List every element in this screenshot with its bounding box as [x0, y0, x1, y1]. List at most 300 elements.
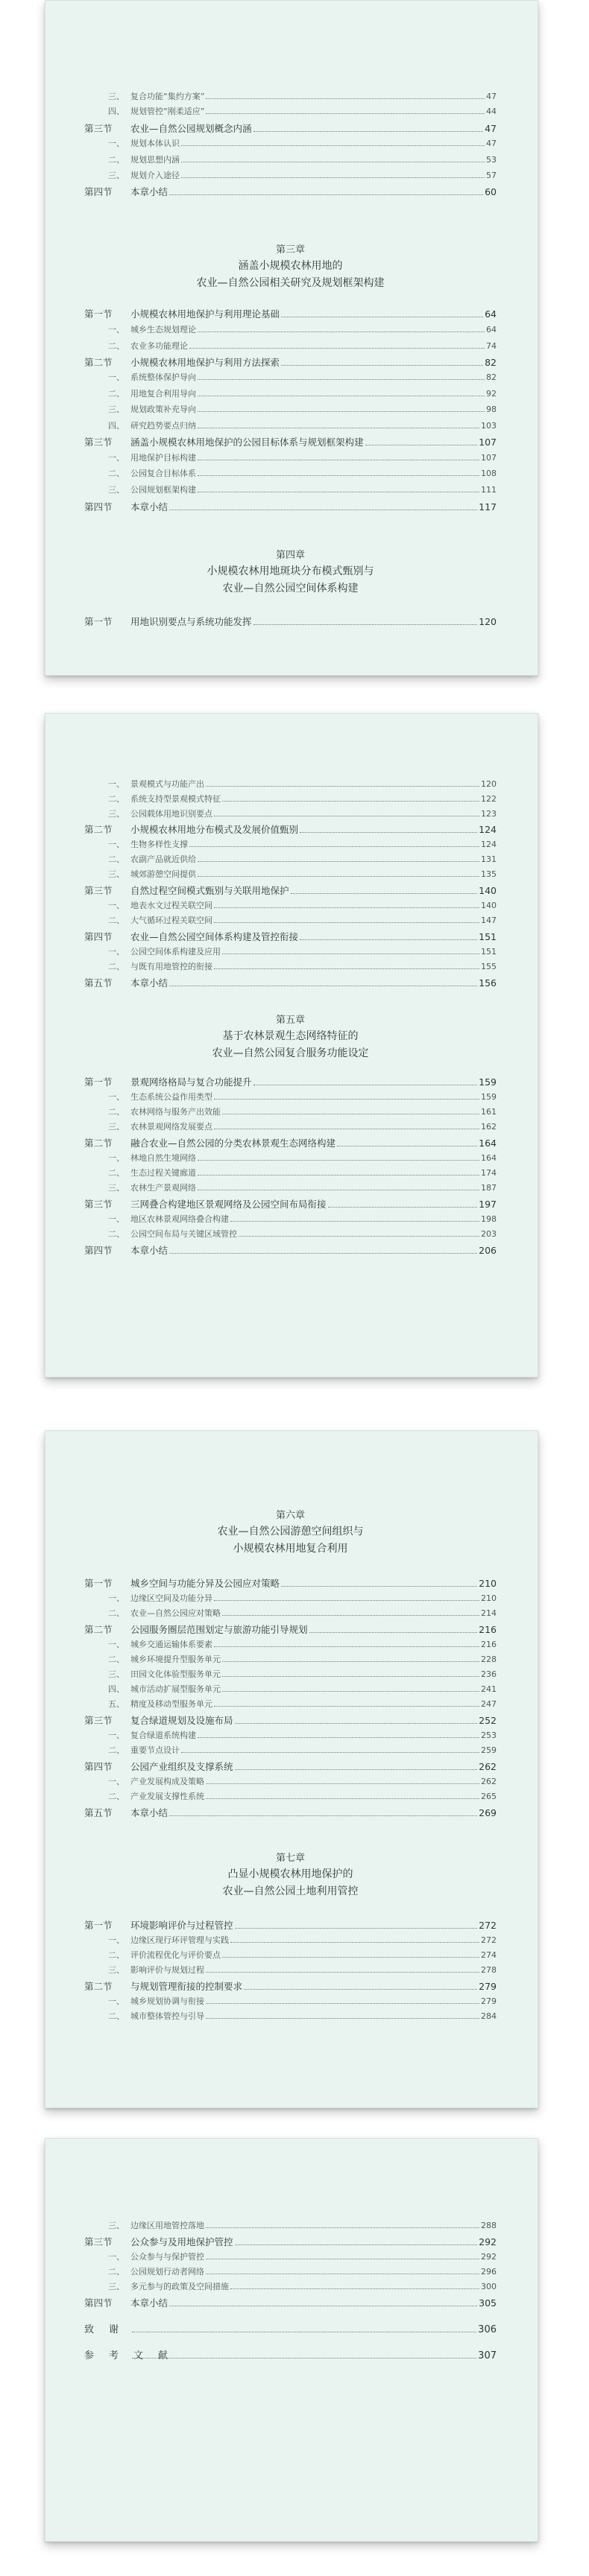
entry-number: 二、 — [108, 389, 125, 399]
page-number: 103 — [481, 421, 497, 431]
entry-label — [84, 1075, 252, 1088]
page-number: 262 — [481, 1777, 497, 1786]
dot-leader — [222, 794, 479, 802]
entry-label — [84, 1934, 229, 1946]
entry-number: 二、 — [108, 469, 125, 478]
dot-leader — [235, 1921, 478, 1929]
page-number: 124 — [479, 824, 497, 835]
entry-number: 二、 — [108, 1168, 125, 1178]
entry-label — [84, 1091, 212, 1103]
toc-subsection-entry — [84, 153, 497, 164]
entry-title: 自然过程空间模式甄别与关联用地保护 — [130, 885, 289, 896]
chapter-number: 第六章 — [275, 1510, 305, 1521]
toc-section-entry — [84, 976, 497, 989]
page-number: 187 — [481, 1183, 497, 1193]
page-number: 82 — [486, 372, 497, 382]
entry-title: 用地保护目标构建 — [130, 453, 196, 463]
entry-number: 二、 — [108, 2011, 125, 2021]
entry-label — [84, 1136, 336, 1149]
page-number: 64 — [485, 308, 497, 320]
entry-number: 第二节 — [84, 1981, 113, 1992]
page-number: 206 — [479, 1245, 497, 1256]
dot-leader — [309, 1625, 478, 1633]
chapter-heading — [84, 548, 497, 597]
entry-number: 二、 — [108, 1229, 125, 1239]
dot-leader — [300, 933, 477, 940]
dot-leader — [244, 1982, 477, 1990]
page-number: 124 — [481, 840, 497, 849]
entry-label — [84, 403, 196, 415]
toc-section-entry — [84, 1243, 497, 1254]
entry-title: 农业—自然公园空间体系构建及管控衔接 — [130, 931, 299, 942]
toc-subsection-entry — [84, 2250, 497, 2261]
entry-number: 第一节 — [84, 1578, 113, 1589]
entry-number: 一、 — [108, 453, 125, 463]
toc-backmatter-entry — [84, 2347, 497, 2361]
toc-subsection-entry — [84, 1152, 497, 1162]
dot-leader — [214, 1699, 479, 1707]
dot-leader — [222, 1107, 479, 1114]
entry-title: 公众参与与保护管控 — [130, 2252, 204, 2262]
entry-title: 景观网络格局与复合功能提升 — [130, 1076, 252, 1088]
entry-number: 一、 — [108, 1996, 125, 2006]
entry-title: 生物多样性支撑 — [130, 840, 188, 849]
entry-label — [84, 419, 196, 431]
toc-subsection-entry — [84, 2265, 497, 2276]
page-number: 151 — [481, 947, 497, 957]
page-number: 135 — [481, 869, 497, 879]
entry-number: 一、 — [108, 1214, 125, 1224]
entry-label — [84, 90, 204, 102]
dot-leader — [198, 405, 485, 412]
dot-leader — [214, 1092, 479, 1100]
dot-leader — [132, 2325, 476, 2332]
page-number: 305 — [479, 2297, 497, 2309]
entry-number: 二、 — [108, 155, 125, 165]
entry-title: 农业—自然公园规划概念内涵 — [130, 123, 252, 134]
page-number: 262 — [479, 1761, 497, 1772]
page-number: 252 — [479, 1715, 497, 1726]
page-number: 74 — [486, 341, 497, 351]
entry-number: 二、 — [108, 1792, 125, 1801]
entry-number: 一、 — [108, 139, 125, 148]
toc-subsection-entry — [84, 1120, 497, 1131]
entry-number: 二、 — [108, 2267, 125, 2277]
entry-number: 一、 — [108, 779, 125, 789]
entry-number: 二、 — [108, 1745, 125, 1755]
entry-title: 本章小结 — [130, 186, 168, 197]
page-number: 155 — [481, 962, 497, 971]
entry-number: 第四节 — [84, 186, 113, 197]
entry-title: 边缘区空间及功能分异 — [130, 1593, 212, 1603]
entry-number: 第三节 — [84, 2236, 113, 2247]
toc-subsection-entry — [84, 960, 497, 971]
entry-number: 致谢 — [84, 2324, 134, 2335]
toc-subsection-entry — [84, 340, 497, 350]
entry-label — [84, 323, 196, 335]
entry-label — [84, 121, 252, 135]
entry-title: 公园空间体系构建及应用 — [130, 947, 221, 957]
toc-section-entry — [84, 185, 497, 195]
entry-title: 农林生产景观网络 — [130, 1183, 196, 1193]
dot-leader — [169, 1809, 477, 1816]
toc-subsection-entry — [84, 1744, 497, 1754]
dot-leader — [214, 809, 479, 816]
entry-label — [84, 1213, 229, 1225]
entry-number: 参考文献 — [84, 2350, 183, 2361]
dot-leader — [281, 358, 483, 366]
dot-leader — [132, 2351, 476, 2358]
dot-leader — [235, 2238, 478, 2245]
page-number: 247 — [481, 1699, 497, 1709]
chapter-title-line: 农业—自然公园土地利用管控 — [222, 1885, 359, 1897]
dot-leader — [181, 139, 485, 146]
entry-label — [84, 2321, 134, 2335]
entry-number: 第一节 — [84, 616, 113, 627]
entry-label — [84, 615, 252, 628]
entry-title: 多元参与的政策及空间措施 — [130, 2282, 229, 2291]
dot-leader — [239, 1229, 479, 1237]
entry-number: 一、 — [108, 1777, 125, 1786]
dot-leader — [169, 2299, 477, 2306]
toc-subsection-entry — [84, 1729, 497, 1739]
chapter-title-line: 小规模农林用地斑块分布模式甄别与 — [207, 565, 374, 577]
dot-leader — [328, 1200, 478, 1208]
toc-subsection-entry — [84, 2010, 497, 2020]
entry-number: 四、 — [108, 1684, 125, 1694]
entry-label — [84, 387, 196, 399]
toc-section-entry — [84, 615, 497, 625]
dot-leader — [222, 1655, 479, 1662]
chapter-title-line: 农业—自然公园游憩空间组织与 — [217, 1526, 364, 1538]
entry-number: 三、 — [108, 1965, 125, 1975]
page-number: 156 — [479, 977, 497, 989]
page-number: 111 — [481, 485, 497, 495]
chapter-number: 第五章 — [275, 1015, 305, 1026]
entry-label — [84, 1228, 237, 1240]
chapter-title-line: 基于农林景观生态网络特征的 — [222, 1030, 359, 1042]
toc-subsection-entry — [84, 945, 497, 956]
page-number: 241 — [481, 1684, 497, 1694]
dot-leader — [198, 854, 479, 862]
entry-number: 一、 — [108, 372, 125, 382]
page-number: 228 — [481, 1655, 497, 1664]
page-number: 197 — [479, 1199, 497, 1210]
entry-title: 复合绿道系统构建 — [130, 1730, 196, 1740]
toc-subsection-entry — [84, 1091, 497, 1101]
entry-number: 五、 — [108, 1699, 125, 1709]
toc-section-entry — [84, 883, 497, 894]
entry-title: 公园产业组织及支撑系统 — [130, 1761, 233, 1772]
dot-leader — [169, 188, 483, 195]
page-number: 272 — [479, 1920, 497, 1931]
dot-leader — [222, 1950, 479, 1958]
entry-label — [84, 838, 188, 850]
entry-number: 第三节 — [84, 1715, 113, 1726]
entry-label — [84, 976, 168, 989]
entry-number: 三、 — [108, 1183, 125, 1193]
page-number: 60 — [485, 186, 497, 197]
entry-number: 第四节 — [84, 931, 113, 942]
toc-subsection-entry — [84, 419, 497, 430]
chapter-title-line: 农业—自然公园复合服务功能设定 — [212, 1047, 369, 1059]
dot-leader — [230, 1214, 479, 1222]
dot-leader — [181, 155, 485, 162]
toc-subsection-entry — [84, 778, 497, 788]
entry-number: 一、 — [108, 947, 125, 957]
toc-subsection-entry — [84, 387, 497, 398]
chapter-title-line: 农业—自然公园空间体系构建 — [222, 583, 359, 594]
page-number: 214 — [481, 1608, 497, 1618]
toc-page-3 — [45, 1430, 538, 2108]
page-number: 122 — [481, 794, 497, 804]
toc-section-entry — [84, 1713, 497, 1724]
toc-subsection-entry — [84, 371, 497, 381]
dot-leader — [214, 1640, 479, 1647]
entry-label — [84, 153, 180, 165]
page-number: 300 — [481, 2282, 497, 2291]
dot-leader — [214, 1122, 479, 1129]
entry-label — [84, 1729, 196, 1741]
toc-subsection-entry — [84, 808, 497, 818]
entry-number: 二、 — [108, 794, 125, 804]
entry-number: 第四节 — [84, 501, 113, 513]
entry-number: 第五节 — [84, 977, 113, 989]
page-number: 117 — [479, 501, 497, 513]
entry-label — [84, 883, 289, 897]
chapter-title-line: 凸显小规模农林用地保护的 — [227, 1868, 353, 1880]
entry-label — [84, 793, 221, 805]
dot-leader — [214, 916, 479, 923]
entry-label — [84, 899, 212, 911]
toc-subsection-entry — [84, 1934, 497, 1944]
chapter-title-line: 涵盖小规模农林用地的 — [238, 260, 343, 272]
page-number: 203 — [481, 1229, 497, 1239]
entry-title: 边缘区用地管控落地 — [130, 2221, 204, 2230]
entry-label — [84, 1576, 280, 1590]
entry-label — [84, 914, 212, 926]
entry-title: 边缘区现行环评管理与实践 — [130, 1935, 229, 1945]
entry-title: 产业发展构成及策略 — [130, 1777, 204, 1786]
toc-section-entry — [84, 1075, 497, 1088]
entry-label — [84, 778, 204, 790]
entry-title: 农林网络与服务产出效能 — [130, 1107, 221, 1117]
chapter-heading — [84, 1013, 497, 1062]
entry-number: 第三节 — [84, 1199, 113, 1210]
entry-label — [84, 105, 204, 117]
entry-number: 一、 — [108, 2252, 125, 2262]
chapter-number: 第三章 — [275, 244, 305, 256]
toc-subsection-entry — [84, 1683, 497, 1693]
entry-label — [84, 500, 168, 513]
toc-subsection-entry — [84, 467, 497, 478]
page-number: 265 — [481, 1792, 497, 1801]
toc-page-2 — [45, 713, 538, 1377]
page-number: 272 — [481, 1935, 497, 1945]
dot-leader — [189, 840, 479, 847]
dot-leader — [198, 372, 485, 380]
entry-title: 公园载体用地识别要点 — [130, 809, 212, 819]
entry-title: 城市活动扩展型服务单元 — [130, 1684, 221, 1694]
toc-subsection-entry — [84, 1698, 497, 1708]
entry-number: 三、 — [108, 2282, 125, 2291]
entry-label — [84, 451, 196, 463]
entry-title: 城郊游憩空间提供 — [130, 869, 196, 879]
entry-label — [84, 1243, 168, 1257]
toc-subsection-entry — [84, 323, 497, 334]
entry-number: 三、 — [108, 485, 125, 495]
dot-leader — [253, 1078, 478, 1085]
page-number: 47 — [486, 92, 497, 101]
page-number: 296 — [481, 2267, 497, 2277]
entry-title: 与规划管理衔接的控制要求 — [130, 1981, 243, 1992]
page-number: 292 — [481, 2252, 497, 2262]
toc-subsection-entry — [84, 1995, 497, 2005]
toc-subsection-entry — [84, 1790, 497, 1801]
entry-title: 规划介入途径 — [130, 171, 180, 180]
entry-number: 四、 — [108, 107, 125, 116]
dot-leader — [281, 1579, 477, 1587]
page-number: 140 — [481, 901, 497, 910]
toc-section-entry — [84, 1622, 497, 1633]
dot-leader — [198, 421, 479, 428]
entry-number: 四、 — [108, 421, 125, 431]
toc-section-entry — [84, 1197, 497, 1208]
entry-title: 规划本体认识 — [130, 139, 180, 148]
entry-label — [84, 960, 212, 972]
toc-subsection-entry — [84, 1213, 497, 1223]
entry-number: 第四节 — [84, 1245, 113, 1256]
page-number: 161 — [481, 1107, 497, 1117]
dot-leader — [198, 1730, 479, 1738]
dot-leader — [206, 1777, 479, 1784]
entry-label — [84, 1949, 221, 1961]
entry-number: 第二节 — [84, 357, 113, 368]
dot-leader — [181, 171, 485, 178]
entry-label — [84, 355, 280, 369]
toc-subsection-entry — [84, 105, 497, 115]
toc-subsection-entry — [84, 137, 497, 147]
entry-number: 一、 — [108, 1640, 125, 1649]
page-number: 292 — [479, 2236, 497, 2247]
toc-page-1 — [45, 0, 538, 676]
entry-title: 公园服务圈层范围划定与旅游功能引导规划 — [130, 1624, 308, 1635]
entry-label — [84, 1713, 233, 1727]
dot-leader — [206, 1996, 479, 2004]
dot-leader — [230, 1935, 479, 1943]
entry-title: 林地自然生境网络 — [130, 1153, 196, 1163]
entry-number: 一、 — [108, 901, 125, 910]
entry-number: 第五节 — [84, 1807, 113, 1818]
entry-title: 本章小结 — [130, 977, 168, 989]
page-number: 107 — [481, 453, 497, 463]
toc-subsection-entry — [84, 169, 497, 180]
entry-title: 小规模农林用地分布模式及发展价值甄别 — [130, 824, 299, 835]
entry-number: 一、 — [108, 1935, 125, 1945]
entry-label — [84, 1668, 221, 1680]
entry-title: 本章小结 — [130, 1245, 168, 1256]
toc-subsection-entry — [84, 483, 497, 494]
toc-subsection-entry — [84, 899, 497, 910]
entry-label — [84, 2347, 183, 2361]
page-number: 47 — [485, 123, 497, 134]
entry-number: 第三节 — [84, 885, 113, 896]
entry-title: 景观模式与功能产出 — [130, 779, 204, 789]
page-number: 164 — [481, 1153, 497, 1163]
entry-title: 生态过程关键廊道 — [130, 1168, 196, 1178]
page-number: 210 — [481, 1593, 497, 1603]
dot-leader — [300, 825, 477, 833]
dot-leader — [198, 469, 479, 476]
toc-subsection-entry — [84, 1228, 497, 1238]
toc-subsection-entry — [84, 451, 497, 462]
entry-number: 第一节 — [84, 1920, 113, 1931]
entry-label — [84, 1105, 221, 1117]
toc-section-entry — [84, 930, 497, 940]
entry-title: 城市整体管控与引导 — [130, 2011, 204, 2021]
page-number: 210 — [479, 1578, 497, 1589]
entry-number: 一、 — [108, 1593, 125, 1603]
dot-leader — [198, 485, 479, 492]
entry-label — [84, 853, 196, 865]
page-number: 123 — [481, 809, 497, 819]
entry-number: 三、 — [108, 809, 125, 819]
entry-label — [84, 2296, 168, 2309]
toc-section-entry — [84, 2296, 497, 2309]
dot-leader — [206, 92, 485, 99]
dot-leader — [198, 453, 479, 460]
dot-leader — [181, 1745, 479, 1753]
toc-section-entry — [84, 1979, 497, 1990]
entry-title: 农业多功能理论 — [130, 341, 188, 351]
page-number: 47 — [486, 139, 497, 148]
entry-label — [84, 1607, 221, 1619]
entry-title: 公园规划框架构建 — [130, 485, 196, 495]
dot-leader — [169, 979, 477, 986]
chapter-heading — [84, 1509, 497, 1558]
entry-number: 第四节 — [84, 1761, 113, 1772]
chapter-number: 第四章 — [275, 550, 305, 561]
dot-leader — [169, 1246, 477, 1254]
toc-subsection-entry — [84, 1592, 497, 1602]
toc-subsection-entry — [84, 1949, 497, 1959]
toc-subsection-entry — [84, 1653, 497, 1663]
dot-leader — [198, 1183, 479, 1190]
entry-label — [84, 1181, 196, 1193]
entry-label — [84, 808, 212, 819]
entry-label — [84, 2280, 229, 2292]
entry-label — [84, 2235, 233, 2248]
toc-subsection-entry — [84, 1668, 497, 1678]
dot-leader — [291, 886, 478, 894]
toc-subsection-entry — [84, 914, 497, 924]
dot-leader — [235, 1716, 478, 1724]
entry-label — [84, 1683, 221, 1695]
toc-subsection-entry — [84, 838, 497, 848]
page-number: 53 — [486, 155, 497, 165]
toc-subsection-entry — [84, 2219, 497, 2230]
entry-number: 第二节 — [84, 1624, 113, 1635]
entry-number: 二、 — [108, 854, 125, 864]
entry-label — [84, 1120, 212, 1132]
entry-label — [84, 2219, 204, 2231]
toc-subsection-entry — [84, 793, 497, 803]
entry-label — [84, 1806, 168, 1819]
chapter-heading — [84, 1851, 497, 1900]
toc-subsection-entry — [84, 1775, 497, 1786]
entry-number: 第三节 — [84, 123, 113, 134]
dot-leader — [222, 1669, 479, 1677]
